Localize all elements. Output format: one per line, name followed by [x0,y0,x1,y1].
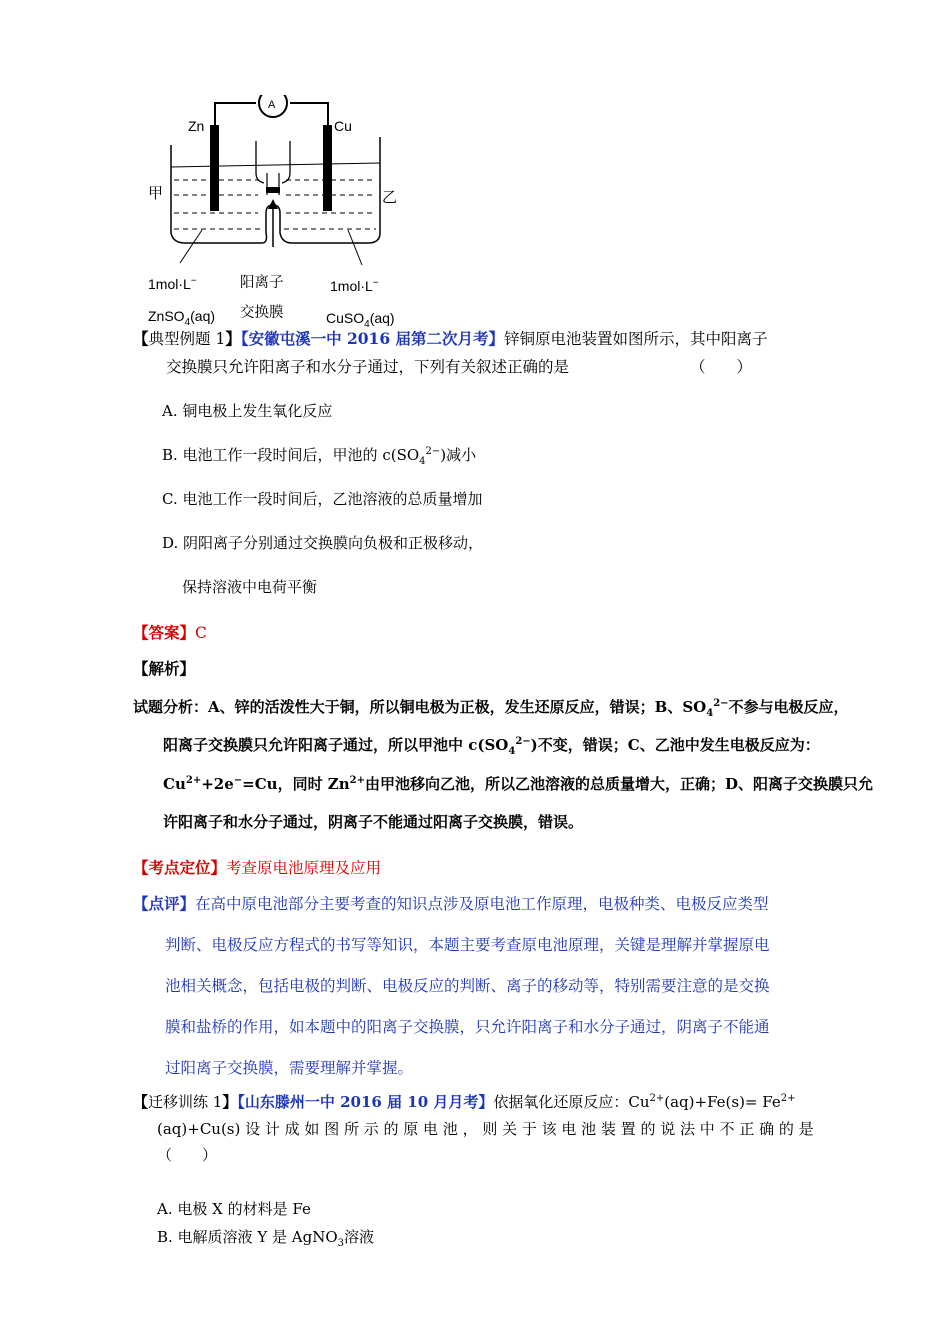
analysis-line2: 阳离子交换膜只允许阳离子通过，所以甲池中 $c(SO_4^{2-})$不变，错误；C、乙池中发生电极反应为： [163,736,820,757]
example-source: 【安徽屯溪一中 2016 届第二次月考】 [240,329,505,348]
analysis-line1: 试题分析：A、锌的活泼性大于铜，所以铜电极为正极，发生还原反应，错误；B、$SO_4^{2-}$不参与电极反应， [133,698,849,719]
option-c: C. 电池工作一段时间后，乙池溶液的总质量增加 [162,490,483,508]
liquid-surface [171,163,380,167]
right-concentration: 1mol·L− [330,277,379,294]
ammeter-label: A [268,99,276,111]
right-cell-label: 乙 [382,188,398,206]
cu-electrode [323,125,332,211]
left-cell-label: 甲 [148,184,164,202]
transfer-paren: （ ） [157,1146,218,1164]
dianping-line3: 池相关概念，包括电极的判断、电极反应的判断、离子的移动等，特别需要注意的是交换 [165,977,770,995]
dianping-line2: 判断、电极反应方程式的书写等知识，本题主要考查原电池原理，关键是理解并掌握原电 [165,936,770,954]
example-paren: （ ） [690,358,753,376]
right-solution: CuSO$_4$(aq) [326,310,395,330]
transfer-heading: 【迁移训练 1】【山东滕州一中 2016 届 10 月月考】依据氧化还原反应：$Cu^{2+}(aq)+Fe(s)= Fe^{2+}$ [133,1093,796,1111]
analysis-line3: $Cu^{2+}+2e^-=Cu$，同时 $Zn^{2+}$由甲池移向乙池，所以乙池溶液的总质量增大，正确；D、阳离子交换膜只允 [163,775,874,793]
option-d-continued: 保持溶液中电荷平衡 [182,578,318,596]
transfer-source: 【山东滕州一中 2016 届 10 月月考】 [237,1093,494,1111]
transfer-stem-line2: (aq)+Cu(s) 设 计 成 如 图 所 示 的 原 电 池 ， 则 关 于 该 电 池 装 置 的 说 法 中 不 正 确 的 是 [157,1120,814,1138]
dianping-line5: 过阳离子交换膜，需要理解并掌握。 [165,1059,414,1077]
transfer-option-a: A. 电极 X 的材料是 Fe [157,1200,311,1218]
cu-label: Cu [334,118,352,134]
membrane-caption-1: 阳离子 [240,275,284,291]
u-tube [256,141,290,183]
left-concentration: 1mol·L− [148,275,197,292]
example-stem-line1: 锌铜原电池装置如图所示，其中阳离子 [504,330,768,348]
kaodian-line: 【考点定位】考查原电池原理及应用 [133,858,382,877]
option-a: A. 铜电极上发生氧化反应 [162,402,333,420]
left-beaker [171,145,273,243]
answer-line: 【答案】C [133,623,207,642]
option-b: B. 电池工作一段时间后，甲池的 $c(SO_4^{2-})$减小 [162,446,477,467]
left-solution: ZnSO$_4$(aq) [148,308,216,328]
example-heading: 【典型例题 1】【安徽屯溪一中 2016 届第二次月考】锌铜原电池装置如图所示，其中阳离子 [133,329,768,348]
answer-value: C [195,624,207,642]
example-stem-line2: 交换膜只允许阳离子和水分子通过，下列有关叙述正确的是 [166,358,570,376]
zn-label: Zn [188,118,205,134]
analysis-title: 【解析】 [133,659,196,678]
zn-electrode [210,125,219,211]
transfer-option-b: B. 电解质溶液 Y 是 AgNO$_3$溶液 [157,1228,375,1249]
membrane-caption-2: 交换膜 [240,305,284,321]
arrow-head-icon [268,199,278,209]
option-d: D. 阴阳离子分别通过交换膜向负极和正极移动， [162,534,484,552]
analysis-line4: 许阳离子和水分子通过，阴离子不能通过阳离子交换膜，错误。 [163,813,584,831]
membrane [266,187,280,193]
dianping-line4: 膜和盐桥的作用，如本题中的阳离子交换膜，只允许阳离子和水分子通过，阴离子不能通 [165,1018,770,1036]
dianping-line1: 【点评】在高中原电池部分主要考查的知识点涉及原电池工作原理，电极种类、电极反应类型 [133,894,769,913]
